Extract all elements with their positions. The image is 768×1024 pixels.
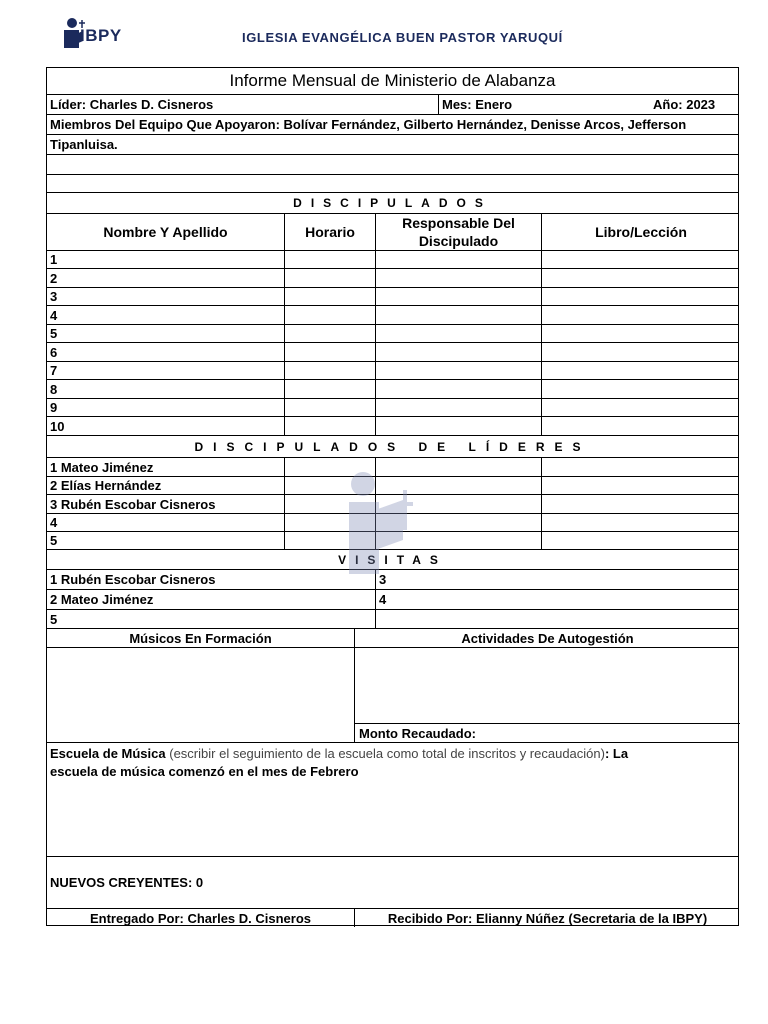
discipulado-row — [47, 250, 738, 268]
discipulado-horario[interactable] — [284, 343, 375, 361]
discipulado-responsable[interactable] — [375, 362, 541, 379]
discipulado-nombre[interactable]: 10 — [50, 418, 65, 434]
lider-nombre[interactable]: 1 Mateo Jiménez — [50, 459, 154, 475]
discipulado-nombre[interactable]: 5 — [50, 326, 58, 341]
escuela-instruction: (escribir el seguimiento de la escuela como total de inscritos y recaudación) — [169, 746, 605, 761]
watermark-logo-icon — [345, 470, 430, 580]
discipulado-horario[interactable] — [284, 417, 375, 435]
lider-libro[interactable] — [541, 532, 740, 549]
escuela-value-part1: : La — [604, 746, 629, 761]
discipulado-nombre[interactable]: 8 — [50, 381, 58, 397]
church-name: IGLESIA EVANGÉLICA BUEN PASTOR YARUQUÍ — [242, 30, 563, 45]
musicos-heading: Músicos En Formación — [129, 630, 272, 646]
nuevos-creyentes[interactable]: NUEVOS CREYENTES: 0 — [50, 875, 204, 890]
escuela-field[interactable] — [47, 743, 738, 856]
col-horario: Horario — [284, 214, 375, 250]
lider-libro[interactable] — [541, 477, 740, 494]
discipulado-libro[interactable] — [541, 417, 740, 435]
team-members-line-1[interactable]: Miembros Del Equipo Que Apoyaron: Bolívar Fernández, Gilberto Hernández, Denisse Arcos, Jefferson — [50, 117, 687, 132]
title-row — [47, 68, 738, 94]
blank-row-2[interactable] — [47, 174, 738, 192]
lider-nombre[interactable]: 4 — [50, 515, 58, 530]
discipulado-horario[interactable] — [284, 288, 375, 305]
discipulado-nombre[interactable]: 2 — [50, 270, 58, 286]
logo-text: IBPY — [80, 26, 122, 45]
discipulados-heading-row — [47, 192, 738, 213]
discipulado-responsable[interactable] — [375, 288, 541, 305]
discipulado-nombre[interactable]: 4 — [50, 307, 58, 323]
escuela-row — [47, 742, 738, 856]
discipulado-nombre[interactable]: 1 — [50, 252, 58, 267]
discipulado-responsable[interactable] — [375, 269, 541, 287]
discipulado-row — [47, 305, 738, 324]
discipulado-horario[interactable] — [284, 251, 375, 268]
discipulado-horario[interactable] — [284, 306, 375, 324]
discipulado-libro[interactable] — [541, 362, 740, 379]
discipulado-row — [47, 398, 738, 416]
team-row-1 — [47, 114, 738, 134]
discipulado-row — [47, 268, 738, 287]
page-header — [0, 0, 768, 66]
discipulado-responsable[interactable] — [375, 380, 541, 398]
lider-libro[interactable] — [541, 458, 740, 476]
discipulado-responsable[interactable] — [375, 306, 541, 324]
escuela-label: Escuela de Música — [50, 746, 166, 761]
discipulado-row — [47, 324, 738, 342]
musicos-area[interactable] — [47, 648, 354, 742]
visita-left[interactable]: 5 — [50, 611, 58, 627]
col-responsable: Responsable Del Discipulado — [375, 214, 541, 250]
monto-recaudado-label[interactable]: Monto Recaudado: — [355, 723, 740, 742]
discipulado-libro[interactable] — [541, 306, 740, 324]
discipulado-responsable[interactable] — [375, 399, 541, 416]
leader-field[interactable]: Líder: Charles D. Cisneros — [50, 97, 214, 112]
discipulado-horario[interactable] — [284, 380, 375, 398]
lideres-heading: DISCIPULADOS DE LÍDERES — [194, 439, 591, 454]
discipulado-nombre[interactable]: 3 — [50, 289, 58, 304]
discipulado-row — [47, 416, 738, 435]
discipulado-row — [47, 361, 738, 379]
discipulado-libro[interactable] — [541, 399, 740, 416]
lider-nombre[interactable]: 3 Rubén Escobar Cisneros — [50, 496, 216, 512]
musicos-actividades-header-row — [47, 628, 738, 647]
discipulado-libro[interactable] — [541, 325, 740, 342]
lider-nombre[interactable]: 5 — [50, 533, 58, 548]
discipulado-horario[interactable] — [284, 362, 375, 379]
discipulado-row — [47, 287, 738, 305]
visita-right[interactable] — [375, 610, 740, 628]
footer-row — [47, 908, 738, 927]
visitas-heading: VISITAS — [338, 552, 447, 567]
year-field[interactable]: Año: 2023 — [653, 97, 716, 112]
actividades-area[interactable] — [354, 648, 740, 742]
visita-left[interactable]: 1 Rubén Escobar Cisneros — [50, 572, 216, 587]
discipulado-nombre[interactable]: 7 — [50, 363, 58, 378]
leader-row — [47, 94, 738, 114]
actividades-heading: Actividades De Autogestión — [354, 629, 740, 647]
discipulado-nombre[interactable]: 6 — [50, 344, 58, 360]
delivered-by[interactable]: Entregado Por: Charles D. Cisneros — [89, 910, 312, 926]
discipulado-libro[interactable] — [541, 380, 740, 398]
discipulado-responsable[interactable] — [375, 325, 541, 342]
discipulados-heading: DISCIPULADOS — [293, 196, 492, 210]
month-field[interactable]: Mes: Enero — [438, 95, 650, 114]
discipulado-responsable[interactable] — [375, 417, 541, 435]
visita-left[interactable]: 2 Mateo Jiménez — [50, 592, 154, 607]
discipulado-libro[interactable] — [541, 251, 740, 268]
lider-libro[interactable] — [541, 495, 740, 513]
lideres-heading-row — [47, 435, 738, 457]
discipulado-row — [47, 379, 738, 398]
discipulado-libro[interactable] — [541, 269, 740, 287]
discipulado-responsable[interactable] — [375, 343, 541, 361]
team-row-2 — [47, 134, 738, 154]
discipulado-horario[interactable] — [284, 399, 375, 416]
discipulado-row — [47, 342, 738, 361]
visitas-row — [47, 589, 738, 609]
team-members-line-2[interactable]: Tipanluisa. — [50, 137, 118, 152]
discipulados-header-row — [47, 213, 738, 250]
discipulado-libro[interactable] — [541, 343, 740, 361]
discipulado-horario[interactable] — [284, 325, 375, 342]
visita-right[interactable]: 3 — [375, 570, 740, 589]
visita-right[interactable]: 4 — [375, 590, 740, 609]
lider-libro[interactable] — [541, 514, 740, 531]
discipulado-horario[interactable] — [284, 269, 375, 287]
col-nombre: Nombre Y Apellido — [103, 224, 228, 240]
musicos-actividades-body — [47, 647, 738, 742]
discipulado-libro[interactable] — [541, 288, 740, 305]
nuevos-creyentes-row — [47, 856, 738, 908]
blank-row-1[interactable] — [47, 154, 738, 174]
discipulado-nombre[interactable]: 9 — [50, 400, 58, 415]
visitas-row — [47, 609, 738, 628]
col-libro: Libro/Lección — [541, 214, 740, 250]
escuela-value-part2: escuela de música comenzó en el mes de Febrero — [50, 764, 359, 779]
report-title: Informe Mensual de Ministerio de Alabanza — [229, 71, 556, 90]
lider-nombre[interactable]: 2 Elías Hernández — [50, 478, 162, 493]
discipulado-responsable[interactable] — [375, 251, 541, 268]
received-by[interactable]: Recibido Por: Elianny Núñez (Secretaria de la IBPY) — [354, 909, 740, 927]
